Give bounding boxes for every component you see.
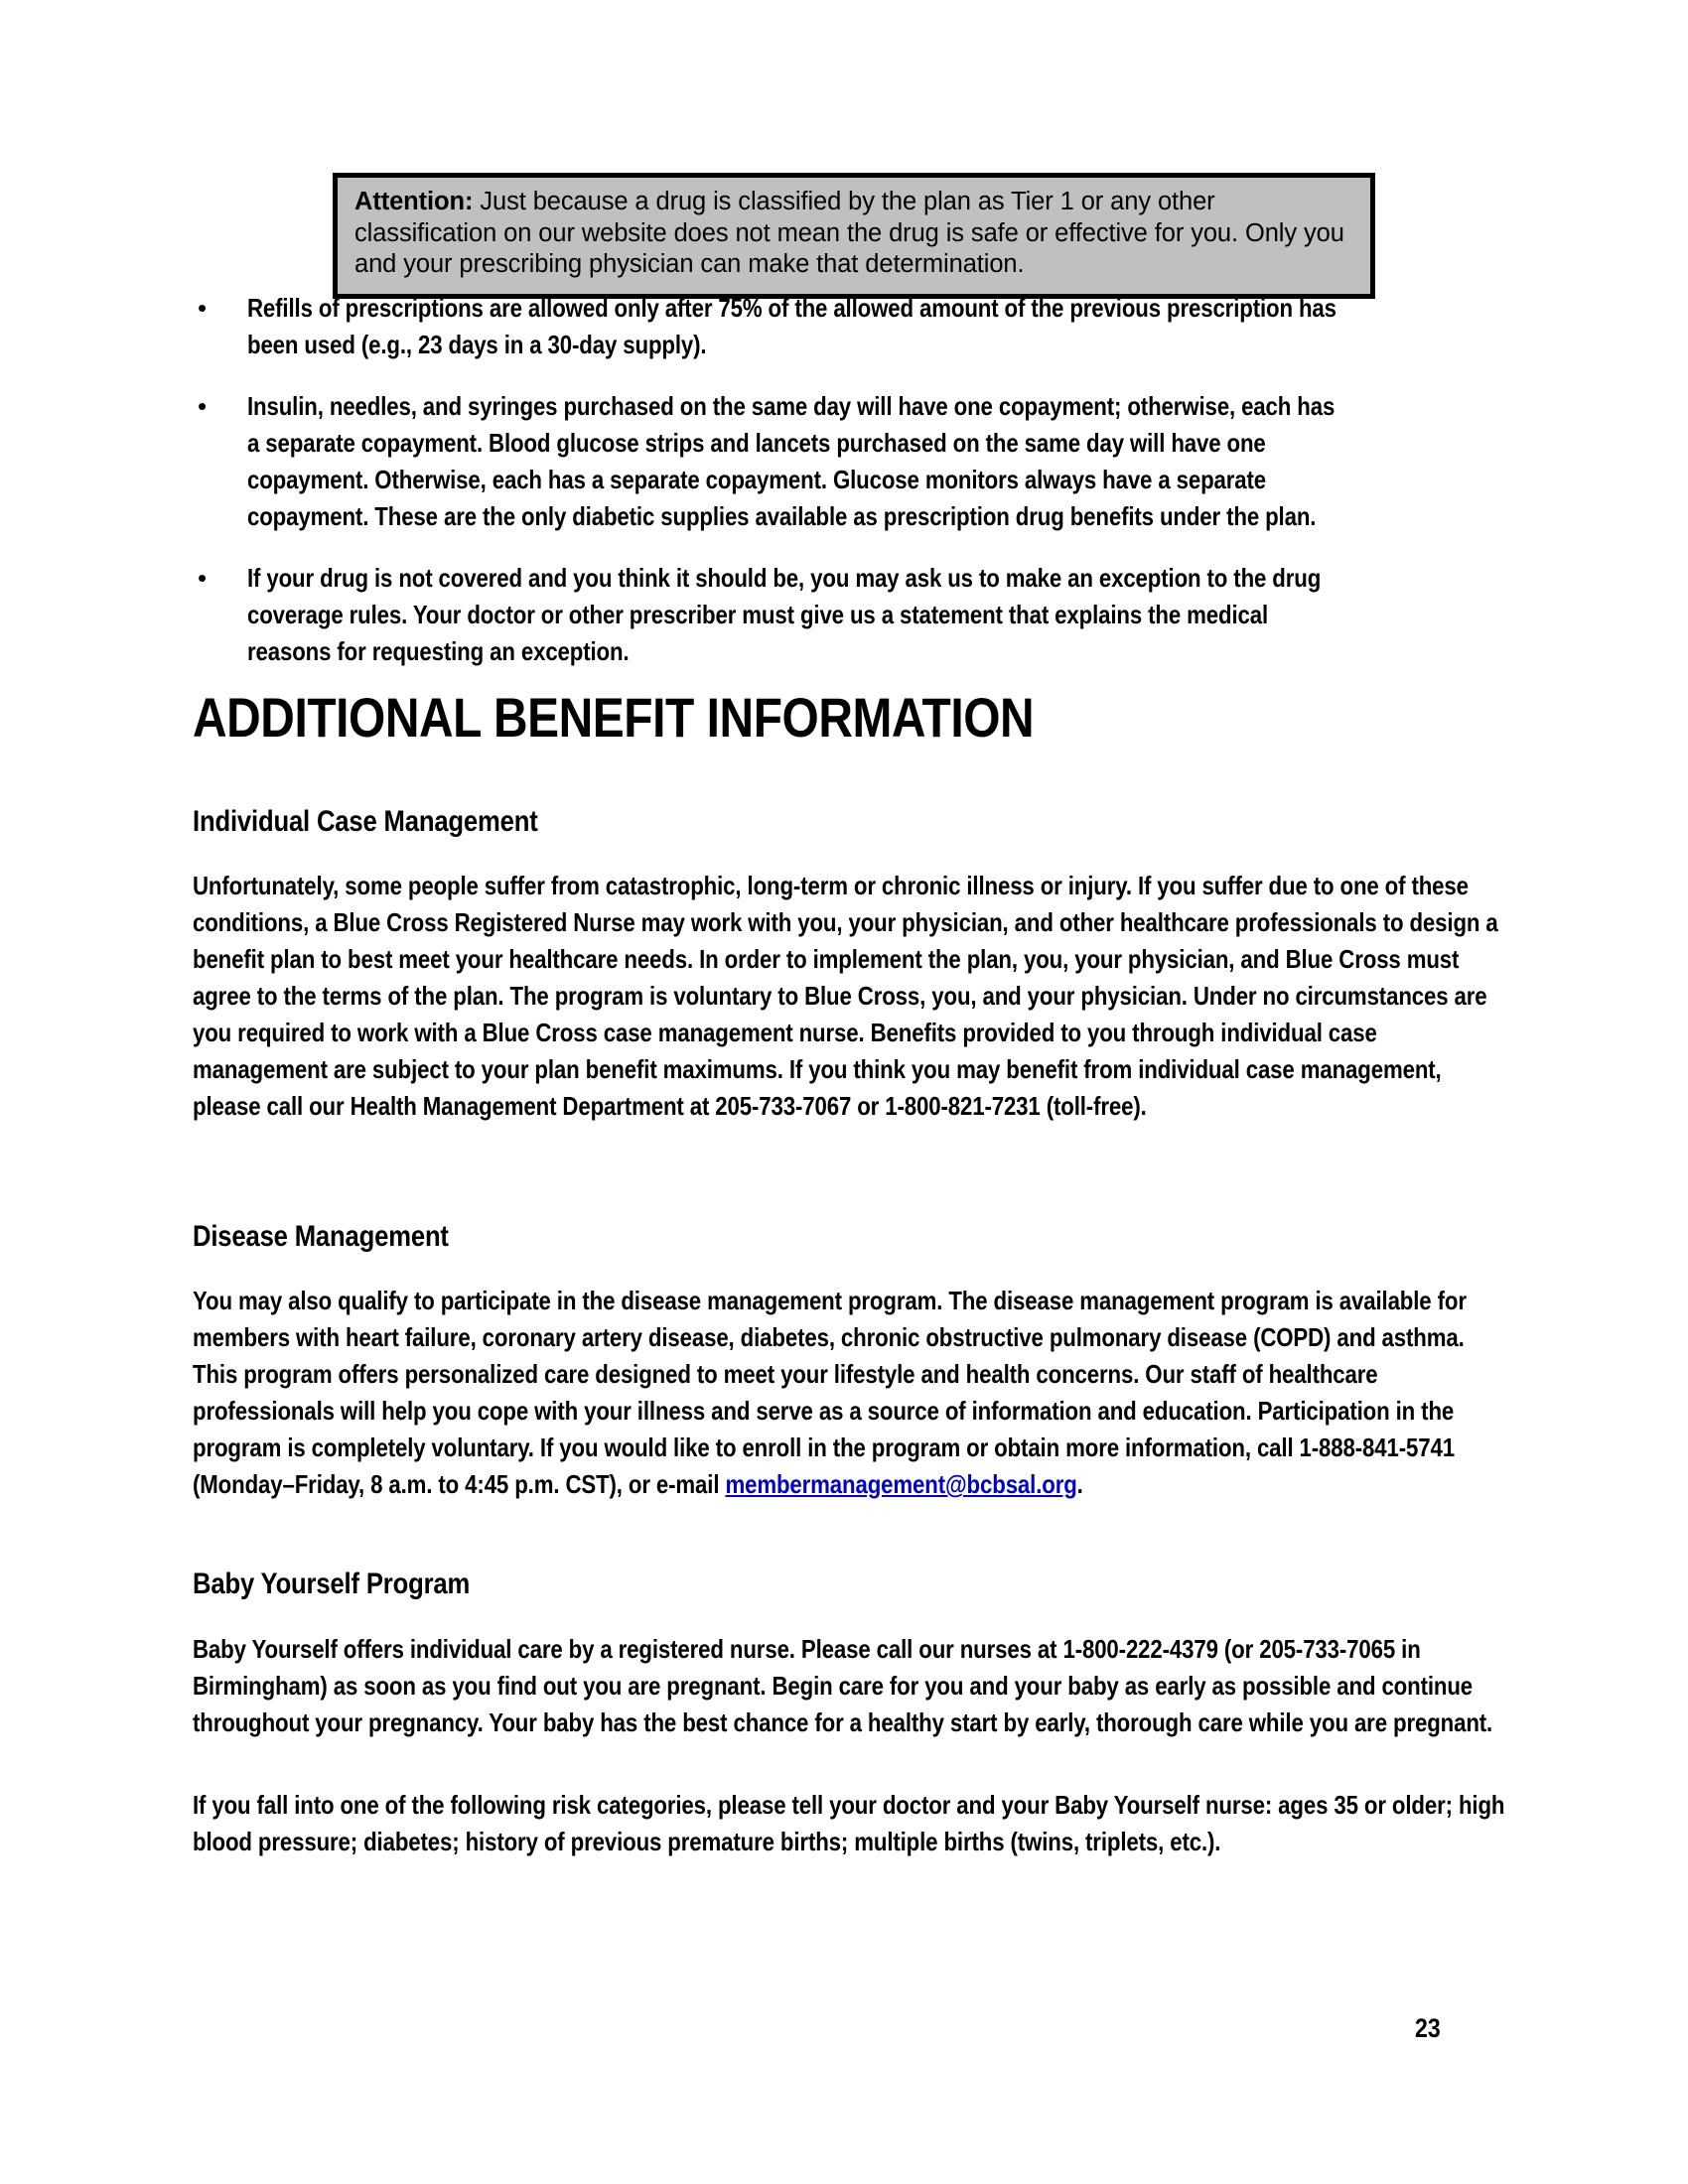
section-individual-case-management: [193, 804, 1513, 840]
section-individual-case-management-body: [193, 868, 1513, 1125]
section-baby-yourself-body-1: [193, 1631, 1513, 1741]
section-paragraph: If you fall into one of the following risk categories, please tell your doctor and your Baby Yourself nurse: ages 35 or older; high blood pressure; diabetes; history of previous premature births; multiple births (twins, triplets, etc.).: [193, 1790, 1505, 1856]
list-item: [195, 560, 1525, 670]
attention-body: Just because a drug is classified by the plan as Tier 1 or any other classification on our website does not mean the drug is safe or effective for you. Only you and your prescribing physician can make that determination.: [354, 188, 1344, 278]
section-paragraph: [193, 1283, 1512, 1503]
bullet-icon: •: [198, 563, 208, 593]
section-disease-management: [193, 1219, 1513, 1255]
page-number: 23: [1415, 2013, 1441, 2043]
section-heading: Baby Yourself Program: [193, 1568, 471, 1600]
attention-label: Attention:: [354, 188, 474, 215]
section-paragraph: Unfortunately, some people suffer from catastrophic, long-term or chronic illness or injury. If you suffer due to one of these conditions, a Blue Cross Registered Nurse may work with you, your physician, and other healthcare professionals to design a benefit plan to best meet your healthcare needs. In order to implement the plan, you, your physician, and Blue Cross must agree to the terms of the plan. The program is voluntary to Blue Cross, you, and your physician. Under no circumstances are you required to work with a Blue Cross case management nurse. Benefits provided to you through individual case management are subject to your plan benefit maximums. If you think you may benefit from individual case management, please call our Health Management Department at 205-733-7067 or 1-800-821-7231 (toll-free).: [193, 871, 1498, 1121]
page-title: ADDITIONAL BENEFIT INFORMATION: [193, 686, 1035, 749]
policy-bullet-list: [195, 290, 1525, 670]
list-item: [195, 290, 1525, 363]
paragraph-text-after-link: .: [1076, 1469, 1083, 1499]
paragraph-text-before-link: You may also qualify to participate in the disease management program. The disease management program is available for members with heart failure, coronary artery disease, diabetes, chronic obstructive pulmonary disease (COPD) and asthma. This program offers personalized care designed to meet your lifestyle and health concerns. Our staff of healthcare professionals will help you cope with your illness and serve as a source of information and education. Participation in the program is completely voluntary. If you would like to enroll in the program or obtain more information, call 1-888-841-5741 (Monday–Friday, 8 a.m. to 4:45 p.m. CST), or e-mail: [193, 1286, 1467, 1499]
list-item-text: Refills of prescriptions are allowed only after 75% of the allowed amount of the previous prescription has been used (e.g., 23 days in a 30-day supply).: [247, 293, 1336, 359]
bullet-icon: •: [198, 293, 208, 323]
list-item: [195, 388, 1525, 535]
attention-callout-box: [333, 173, 1375, 299]
section-heading: Disease Management: [193, 1220, 449, 1253]
member-management-email-link[interactable]: membermanagement@bcbsal.org: [725, 1469, 1077, 1499]
attention-text: [354, 187, 1354, 281]
list-item-text: Insulin, needles, and syringes purchased on the same day will have one copayment; otherwise, each has a separate copayment. Blood glucose strips and lancets purchased on the same day will have one copayment. Otherwise, each has a separate copayment. Glucose monitors always have a separate copayment. These are the only diabetic supplies available as prescription drug benefits under the plan.: [247, 391, 1336, 531]
section-disease-management-body: [193, 1283, 1513, 1503]
section-baby-yourself: [193, 1567, 1513, 1602]
section-baby-yourself-body-2: [193, 1787, 1513, 1860]
list-item-text: If your drug is not covered and you think it should be, you may ask us to make an exception to the drug coverage rules. Your doctor or other prescriber must give us a statement that explains the medical reasons for requesting an exception.: [247, 563, 1322, 666]
bullet-icon: •: [198, 391, 208, 421]
section-heading: Individual Case Management: [193, 805, 538, 838]
section-paragraph: Baby Yourself offers individual care by a registered nurse. Please call our nurses at 1-800-222-4379 (or 205-733-7065 in Birmingham) as soon as you find out you are pregnant. Begin care for you and your baby as early as possible and continue throughout your pregnancy. Your baby has the best chance for a healthy start by early, thorough care while you are pregnant.: [193, 1634, 1493, 1737]
